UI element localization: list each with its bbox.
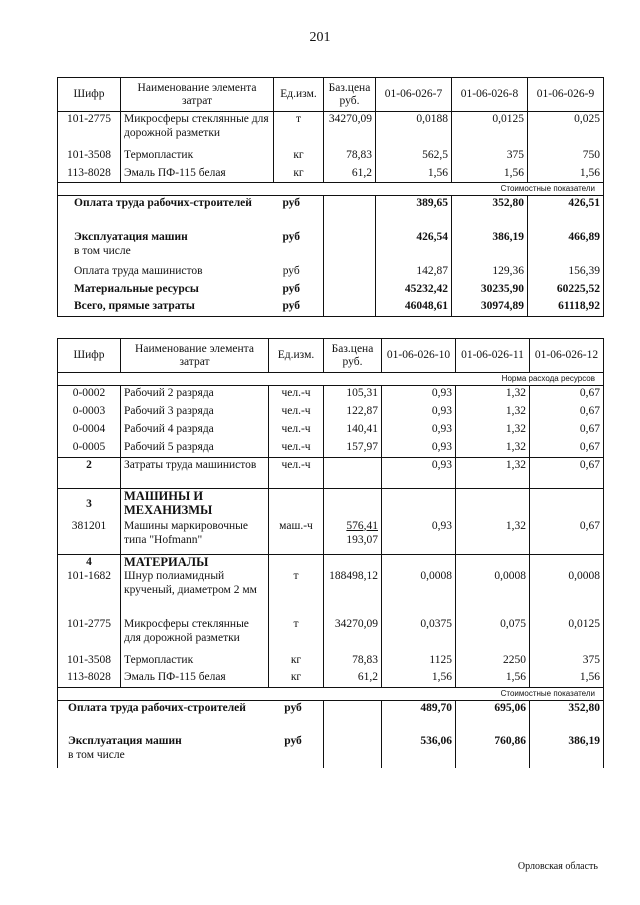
row-price: 188498,12: [324, 569, 382, 617]
row-value: 375: [530, 653, 604, 670]
row-value: 0,93: [382, 458, 456, 489]
table-row: [58, 386, 604, 404]
summary-row: [58, 734, 604, 768]
row-unit: чел.-ч: [269, 386, 324, 404]
cell-empty: [324, 489, 382, 519]
summary-name-text: Оплата труда машинистов: [74, 264, 203, 277]
section-code: 4: [58, 555, 121, 570]
resource-table-2: [57, 338, 604, 768]
summary-name-text: Эксплуатация машин: [68, 735, 182, 747]
row-value: 0,0375: [382, 617, 456, 653]
section-code: 3: [58, 489, 121, 519]
row-value: 0,93: [382, 404, 456, 422]
col-header-code: Шифр: [58, 339, 121, 373]
summary-name: [58, 299, 324, 317]
row-name: Термопластик: [121, 148, 274, 166]
summary-row: [58, 196, 604, 230]
summary-empty: [324, 196, 376, 230]
section-row-machines: [58, 489, 604, 519]
summary-unit: руб: [284, 701, 302, 714]
summary-value: 695,06: [456, 700, 530, 734]
summary-value: 386,19: [452, 230, 528, 264]
summary-subtitle: в том числе: [68, 749, 125, 761]
section-title: МАШИНЫ И МЕХАНИЗМЫ: [121, 489, 269, 519]
table-row: [58, 617, 604, 653]
row-price: 78,83: [324, 653, 382, 670]
table-row: [58, 148, 604, 166]
table-row: [58, 569, 604, 617]
row-value: 1,32: [456, 386, 530, 404]
row-value: 0,67: [530, 440, 604, 458]
section-row-materials: [58, 555, 604, 570]
summary-value: 129,36: [452, 264, 528, 282]
row-value: 2250: [456, 653, 530, 670]
norm-label: Норма расхода ресурсов: [58, 373, 604, 386]
row-code: 101-3508: [58, 148, 121, 166]
col-header-code: Шифр: [58, 78, 121, 112]
row-unit: чел.-ч: [269, 458, 324, 489]
cell-empty: [456, 489, 530, 519]
summary-value: 489,70: [382, 700, 456, 734]
section-title: МАТЕРИАЛЫ: [121, 555, 269, 570]
summary-name-text: Эксплуатация машин: [74, 230, 188, 243]
summary-name: [58, 700, 324, 734]
row-code: 113-8028: [58, 166, 121, 183]
summary-value: 61118,92: [528, 299, 604, 317]
summary-value: 46048,61: [376, 299, 452, 317]
row-price-secondary: 193,07: [346, 533, 378, 546]
summary-unit: руб: [282, 282, 301, 295]
cell-empty: [530, 555, 604, 570]
cell-empty: [324, 555, 382, 570]
summary-name-text: Всего, прямые затраты: [74, 299, 195, 312]
row-name: Рабочий 4 разряда: [121, 422, 269, 440]
row-value: 0,67: [530, 458, 604, 489]
row-name: Затраты труда машинистов: [121, 458, 269, 489]
row-value: 0,025: [528, 112, 604, 148]
row-value: 1,32: [456, 519, 530, 555]
row-price: 140,41: [324, 422, 382, 440]
row-value: 0,67: [530, 422, 604, 440]
cost-indicators-label-row: [58, 687, 604, 700]
row-value: 0,67: [530, 386, 604, 404]
row-unit: чел.-ч: [269, 440, 324, 458]
row-price: 157,97: [324, 440, 382, 458]
row-name: Эмаль ПФ-115 белая: [121, 166, 274, 183]
row-price: 78,83: [324, 148, 376, 166]
summary-unit: руб: [282, 299, 301, 312]
cost-indicators-label: Стоимостные показатели: [58, 183, 604, 196]
row-value: 1,32: [456, 440, 530, 458]
cell-empty: [269, 489, 324, 519]
row-value: 0,0008: [382, 569, 456, 617]
summary-row: [58, 299, 604, 317]
col-header-01-06-026-7: 01-06-026-7: [376, 78, 452, 112]
summary-row: [58, 282, 604, 299]
summary-value: 466,89: [528, 230, 604, 264]
row-value: 562,5: [376, 148, 452, 166]
cost-indicators-label-row: [58, 183, 604, 196]
row-value: 1,56: [528, 166, 604, 183]
summary-row: [58, 264, 604, 282]
summary-name: [58, 734, 324, 768]
row-price-main: 576,41: [346, 519, 378, 532]
row-name: Рабочий 3 разряда: [121, 404, 269, 422]
summary-unit: руб: [282, 197, 301, 209]
row-name: Термопластик: [121, 653, 269, 670]
summary-value: 386,19: [530, 734, 604, 768]
row-code: 101-2775: [58, 112, 121, 148]
row-code: 101-1682: [58, 569, 121, 617]
summary-value: 156,39: [528, 264, 604, 282]
row-unit: кг: [274, 148, 324, 166]
summary-value: 536,06: [382, 734, 456, 768]
row-name: Микросферы стеклянные для дорожной разметки: [121, 617, 269, 653]
col-header-01-06-026-8: 01-06-026-8: [452, 78, 528, 112]
summary-empty: [324, 230, 376, 264]
summary-value: 30235,90: [452, 282, 528, 299]
summary-value: 389,65: [376, 196, 452, 230]
row-price: 61,2: [324, 670, 382, 687]
col-header-price: Баз.цена руб.: [324, 339, 382, 373]
row-unit: кг: [269, 653, 324, 670]
summary-subtitle: в том числе: [74, 244, 131, 257]
summary-name: [58, 282, 324, 299]
row-value: 1,32: [456, 404, 530, 422]
row-code: 0-0002: [58, 386, 121, 404]
row-value: 750: [528, 148, 604, 166]
row-price: 61,2: [324, 166, 376, 183]
row-name: Рабочий 2 разряда: [121, 386, 269, 404]
summary-value: 426,54: [376, 230, 452, 264]
row-value: 0,67: [530, 404, 604, 422]
row-price: 34270,09: [324, 617, 382, 653]
row-unit: т: [269, 617, 324, 653]
cell-empty: [382, 555, 456, 570]
row-price: [324, 519, 382, 555]
row-value: 0,93: [382, 440, 456, 458]
row-price: [324, 458, 382, 489]
row-name: Рабочий 5 разряда: [121, 440, 269, 458]
col-header-01-06-026-9: 01-06-026-9: [528, 78, 604, 112]
summary-value: 60225,52: [528, 282, 604, 299]
row-price: 105,31: [324, 386, 382, 404]
table-row: [58, 166, 604, 183]
row-value: 1,56: [376, 166, 452, 183]
summary-name: [58, 196, 324, 230]
summary-unit: руб: [282, 230, 301, 243]
row-code: 101-2775: [58, 617, 121, 653]
row-unit: кг: [269, 670, 324, 687]
table-row: [58, 653, 604, 670]
cell-empty: [269, 555, 324, 570]
summary-value: 352,80: [530, 700, 604, 734]
row-value: 0,67: [530, 519, 604, 555]
summary-row: [58, 230, 604, 264]
summary-value: 352,80: [452, 196, 528, 230]
row-value: 1,56: [456, 670, 530, 687]
row-price: 122,87: [324, 404, 382, 422]
row-value: 1,56: [530, 670, 604, 687]
row-code: 0-0003: [58, 404, 121, 422]
resource-table-1: [57, 77, 604, 317]
page-number: 201: [309, 30, 331, 45]
summary-empty: [324, 700, 382, 734]
summary-empty: [324, 734, 382, 768]
col-header-01-06-026-11: 01-06-026-11: [456, 339, 530, 373]
summary-unit: руб: [282, 264, 300, 277]
col-header-name: Наименование элемента затрат: [121, 78, 274, 112]
row-unit: чел.-ч: [269, 404, 324, 422]
summary-value: 760,86: [456, 734, 530, 768]
row-value: 0,93: [382, 519, 456, 555]
summary-unit: руб: [284, 735, 302, 747]
summary-value: 30974,89: [452, 299, 528, 317]
row-value: 1,56: [452, 166, 528, 183]
row-name: Машины маркировочные типа "Hofmann": [121, 519, 269, 555]
table-row: [58, 112, 604, 148]
row-name: Микросферы стеклянные для дорожной разметки: [121, 112, 274, 148]
row-code: 101-3508: [58, 653, 121, 670]
row-code: 381201: [58, 519, 121, 555]
row-unit: чел.-ч: [269, 422, 324, 440]
col-header-name: Наименование элемента затрат: [121, 339, 269, 373]
row-name: Шнур полиамидный крученый, диаметром 2 мм: [121, 569, 269, 617]
row-code: 0-0004: [58, 422, 121, 440]
summary-empty: [324, 282, 376, 299]
summary-empty: [324, 299, 376, 317]
row-value: 0,0125: [452, 112, 528, 148]
footer-region-label: Орловская область: [517, 861, 598, 872]
cell-empty: [456, 555, 530, 570]
col-header-01-06-026-12: 01-06-026-12: [530, 339, 604, 373]
row-value: 1125: [382, 653, 456, 670]
row-value: 0,93: [382, 386, 456, 404]
col-header-unit: Ед.изм.: [274, 78, 324, 112]
col-header-01-06-026-10: 01-06-026-10: [382, 339, 456, 373]
summary-name-text: Материальные ресурсы: [74, 282, 199, 295]
summary-empty: [324, 264, 376, 282]
row-value: 0,0008: [456, 569, 530, 617]
col-header-unit: Ед.изм.: [269, 339, 324, 373]
row-value: 0,075: [456, 617, 530, 653]
row-unit: т: [269, 569, 324, 617]
row-unit: т: [274, 112, 324, 148]
cell-empty: [382, 489, 456, 519]
summary-value: 45232,42: [376, 282, 452, 299]
row-name: Эмаль ПФ-115 белая: [121, 670, 269, 687]
table-row: [58, 404, 604, 422]
row-code: 113-8028: [58, 670, 121, 687]
cost-indicators-label: Стоимостные показатели: [58, 687, 604, 700]
row-value: 0,0008: [530, 569, 604, 617]
col-header-price: Баз.цена руб.: [324, 78, 376, 112]
row-value: 0,0125: [530, 617, 604, 653]
summary-name: [58, 264, 324, 282]
summary-value: 142,87: [376, 264, 452, 282]
row-unit: маш.-ч: [269, 519, 324, 555]
row-price: 34270,09: [324, 112, 376, 148]
row-code: 2: [58, 458, 121, 489]
row-value: 1,32: [456, 422, 530, 440]
row-value: 1,56: [382, 670, 456, 687]
table-row: [58, 670, 604, 687]
table-header: [58, 339, 604, 373]
row-value: 1,32: [456, 458, 530, 489]
norm-label-row: [58, 373, 604, 386]
summary-row: [58, 700, 604, 734]
summary-name: [58, 230, 324, 264]
table-row: [58, 422, 604, 440]
table-row: [58, 440, 604, 458]
summary-name-text: Оплата труда рабочих-строителей: [68, 701, 246, 714]
row-value: 0,0188: [376, 112, 452, 148]
cell-empty: [530, 489, 604, 519]
row-value: 0,93: [382, 422, 456, 440]
table-row: [58, 519, 604, 555]
row-code: 0-0005: [58, 440, 121, 458]
row-value: 375: [452, 148, 528, 166]
summary-name-text: Оплата труда рабочих-строителей: [74, 197, 252, 209]
table-header: [58, 78, 604, 112]
table-row: [58, 458, 604, 489]
summary-value: 426,51: [528, 196, 604, 230]
row-unit: кг: [274, 166, 324, 183]
